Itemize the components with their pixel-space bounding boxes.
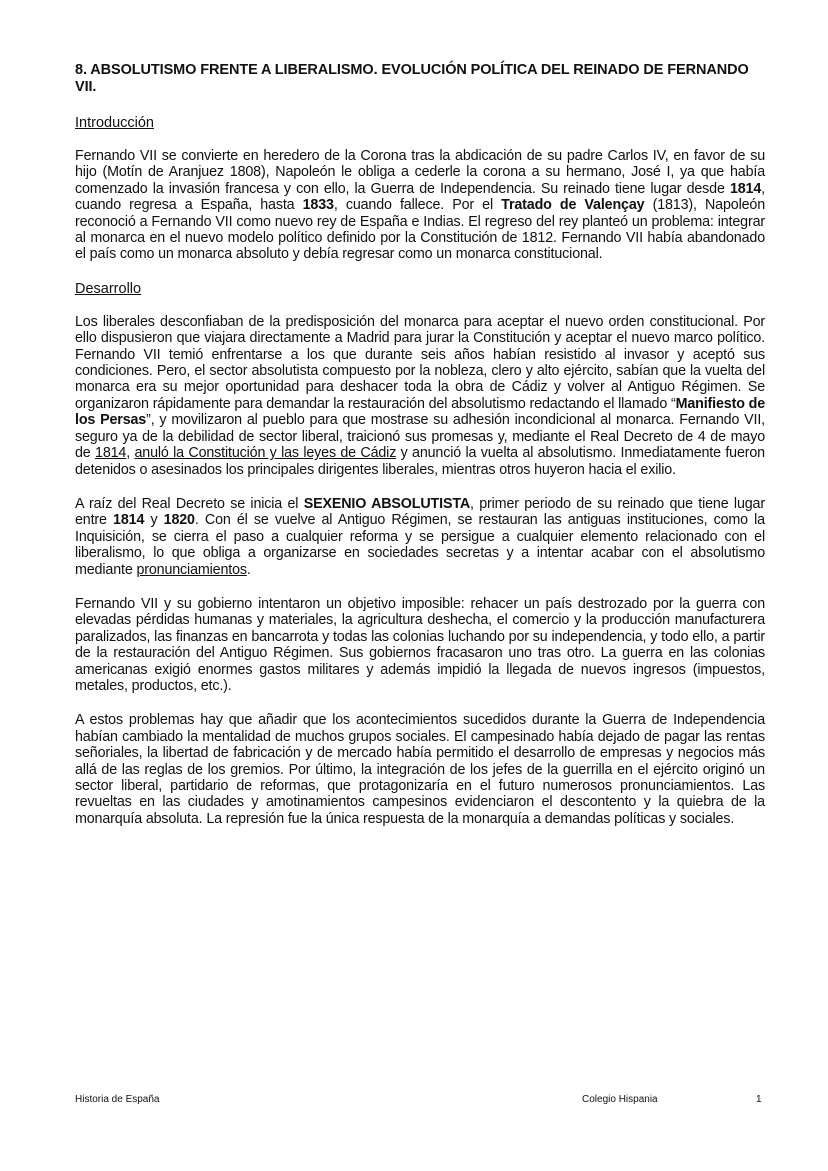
paragraph [75,148,765,263]
footer-school: Colegio Hispania [582,1094,658,1105]
paragraph [75,496,765,578]
paragraph [75,314,765,478]
underlined-text: anuló la Constitución y las leyes de Cádiz [134,445,397,462]
text-run: , primer periodo de su reinado que tiene lugar entre [75,495,765,529]
underlined-text: 1814 [95,445,127,462]
bold-text: 1814 [113,512,145,529]
document-title: 8. ABSOLUTISMO FRENTE A LIBERALISMO. EVOLUCIÓN POLÍTICA DEL REINADO DE FERNANDO VII. [75,62,749,95]
text-run: Fernando VII se convierte en heredero de la Corona tras la abdicación de su padre Carlos IV, en favor de su hijo (Motín de Aranjuez 1808), Napoleón le obliga a cederle la corona a su hermano, José I, ya que había comenzado la invasión francesa y con ello, la Guerra de Independencia. Su reinado tiene lugar desde [75,148,765,197]
bold-text: SEXENIO ABSOLUTISTA [303,495,471,512]
sections [75,115,765,827]
page-number: 1 [756,1094,762,1105]
bold-text: 1814 [729,180,762,197]
text-run: . [246,561,251,578]
text-run: ”, y movilizaron al pueblo para que mostrase su adhesión incondicional al monarca. Fernando VII, seguro ya de la debilidad de sector liberal, traicionó sus promesas y, mediante el Real Decreto de 4 de mayo de [75,412,765,462]
document-body [75,62,765,845]
text-run: , [126,445,135,462]
text-run: Los liberales desconfiaban de la predisposición del monarca para aceptar el nuevo orden constitucional. Por ello dispusieron que viajara directamente a Madrid para jurar la Constitución y aceptar el nuevo marco político. Fernando VII temió enfrentarse a los que durante seis años habían resistido al invasor y aceptó sus condiciones. Pero, el sector absolutista compuesto por la nobleza, clero y alto ejército, sabían que la vuelta del monarca era su mejor oportunidad para deshacer toda la obra de Cádiz y volver al Antiguo Régimen. Se organizaron rápidamente para demandar la restauración del absolutismo redactando el llamado “ [75,313,765,412]
text-run: . Con él se vuelve al Antiguo Régimen, se restauran las antiguas instituciones, como la Inquisición, se cierra el paso a cualquier reforma y se persigue a cualquier elemento relacionado con el liberalismo, lo que obliga a organizarse en sociedades secretas y a intentar acabar con el absolutismo mediante [75,512,765,578]
footer-subject: Historia de España [75,1094,160,1105]
paragraph [75,712,765,827]
text-run: y [144,512,164,529]
text-run: , cuando fallece. Por el [333,197,502,214]
text-run: A estos problemas hay que añadir que los acontecimientos sucedidos durante la Guerra de Independencia habían cambiado la mentalidad de muchos grupos sociales. El campesinado había dejado de pagar las rentas señoriales, la libertad de fabricación y de mercado había permitido el desarrollo de empresas y negocios más allá de las reglas de los gremios. Por último, la integración de los jefes de la guerrilla en el ejército originó un sector liberal, partidario de reformas, que protagonizaría en el futuro numerosos pronunciamientos. Las revueltas en las ciudades y amotinamientos campesinos evidenciaron el descontento y la quiebra de la monarquía absoluta. La represión fue la única respuesta de la monarquía a demandas políticas y sociales. [75,712,765,827]
paragraph [75,596,765,694]
text-run: , cuando regresa a España, hasta [75,180,765,214]
section-heading: Introducción [75,115,154,131]
bold-text: Manifiesto de los Persas [75,395,765,429]
bold-text: 1820 [163,512,195,529]
bold-text: 1833 [302,197,334,214]
text-run: Fernando VII y su gobierno intentaron un objetivo imposible: rehacer un país destrozado por la guerra con elevadas pérdidas humanas y materiales, la agricultura deshecha, el comercio y la producción manufacturera paralizados, las finanzas en bancarrota y todas las colonias luchando por su independencia, y todo ello, a partir de la restauración del Antiguo Régimen. Sus gobiernos fracasaron uno tras otro. La guerra en las colonias americanas exigió enormes gastos militares y además impidió la llegada de nuevos ingresos (impuestos, metales, productos, etc.). [75,595,765,694]
text-run: A raíz del Real Decreto se inicia el [75,495,304,512]
bold-text: Tratado de Valençay [501,197,645,214]
underlined-text: pronunciamientos [136,561,247,578]
text-run: (1813), Napoleón reconoció a Fernando VII como nuevo rey de España e Indias. El regreso del rey planteó un problema: integrar al monarca en el nuevo modelo político definido por la Constitución de 1812. Fernando VII había abandonado el país como un monarca absoluto y debía regresar como un monarca constitucional. [75,197,765,263]
section-heading: Desarrollo [75,280,142,297]
text-run: y anunció la vuelta al absolutismo. Inmediatamente fueron detenidos o asesinados los principales dirigentes liberales, mientras otros huyeron hacia el exilio. [75,445,765,478]
